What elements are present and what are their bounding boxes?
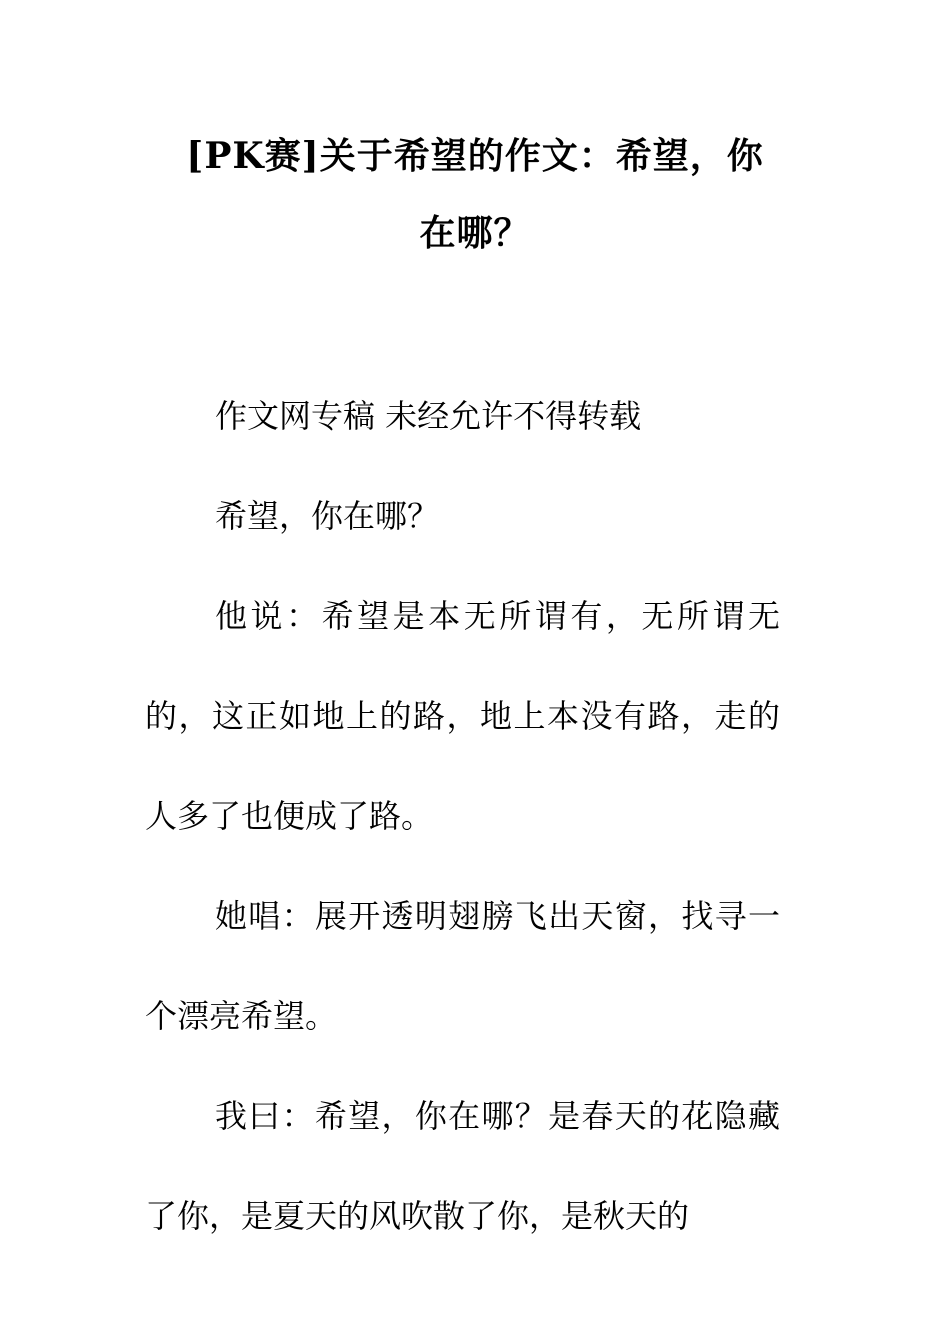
document-body: [145, 366, 780, 1266]
title-line-2: 在哪？: [419, 212, 531, 254]
paragraph-i-said: 我曰：希望，你在哪？是春天的花隐藏了你，是夏天的风吹散了你，是秋天的: [145, 1097, 780, 1235]
document-title: [145, 118, 805, 272]
paragraph-he-said: 他说：希望是本无所谓有，无所谓无的，这正如地上的路，地上本没有路，走的人多了也便成了路。: [145, 597, 780, 835]
paragraph-question: 希望，你在哪？: [215, 497, 440, 535]
title-line-1: [PK赛]关于希望的作文：希望，你: [186, 135, 764, 177]
paragraph-she-sang: 她唱：展开透明翅膀飞出天窗，找寻一个漂亮希望。: [145, 897, 780, 1035]
paragraph-copyright-notice: 作文网专稿 未经允许不得转载: [215, 397, 642, 435]
